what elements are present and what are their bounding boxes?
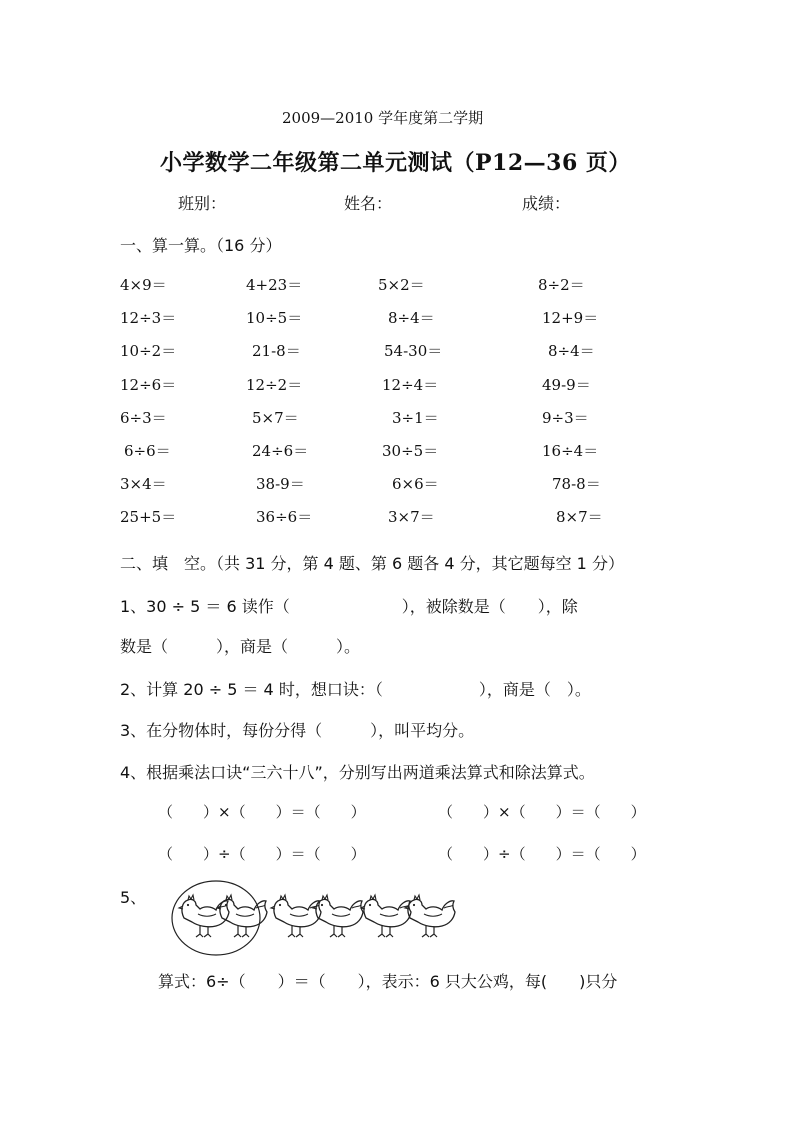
calc-item: 10÷2＝ — [120, 342, 177, 360]
calc-item: 6÷6＝ — [124, 442, 171, 460]
calc-item: 3÷1＝ — [392, 409, 439, 427]
calc-item: 12÷3＝ — [120, 309, 177, 327]
calc-item: 38-9＝ — [256, 475, 305, 493]
question-1-line-2: 数是（ ），商是（ ）。 — [120, 637, 361, 656]
calc-item: 8×7＝ — [556, 508, 603, 526]
question-1-line-1: 1、30 ÷ 5 ＝ 6 读作（ ），被除数是（ ），除 — [120, 597, 578, 616]
section2-heading: 二、填 空。（共 31 分，第 4 题、第 6 题各 4 分，其它题每空 1 分） — [120, 554, 624, 573]
q4-division-left: （ ）÷（ ）＝（ ） — [158, 845, 366, 863]
rooster-icon — [405, 895, 455, 937]
calc-item: 8÷2＝ — [538, 276, 585, 294]
calc-item: 4×9＝ — [120, 276, 167, 294]
calc-item: 6÷3＝ — [120, 409, 167, 427]
calc-item: 12÷2＝ — [246, 376, 303, 394]
calc-item: 8÷4＝ — [388, 309, 435, 327]
calc-item: 9÷3＝ — [542, 409, 589, 427]
calc-item: 25+5＝ — [120, 508, 177, 526]
term-header: 2009—2010 学年度第二学期 — [282, 109, 484, 127]
question-5-label: 5、 — [120, 888, 147, 907]
q4-multiplication-right: （ ）×（ ）＝（ ） — [438, 803, 646, 821]
calc-item: 3×7＝ — [388, 508, 435, 526]
calc-item: 6×6＝ — [392, 475, 439, 493]
rooster-icon — [361, 895, 411, 937]
question-3: 3、在分物体时，每份分得（ ），叫平均分。 — [120, 721, 475, 740]
calc-item: 49-9＝ — [542, 376, 591, 394]
class-label: 班别： — [178, 194, 227, 213]
question-2: 2、计算 20 ÷ 5 ＝ 4 时，想口诀：（ ），商是（ ）。 — [120, 680, 591, 699]
calc-item: 5×2＝ — [378, 276, 425, 294]
section1-heading: 一、算一算。（16 分） — [120, 236, 282, 255]
calc-item: 3×4＝ — [120, 475, 167, 493]
page-title: 小学数学二年级第二单元测试（P12—36 页） — [160, 150, 631, 176]
name-label: 姓名： — [344, 194, 393, 213]
calc-item: 24÷6＝ — [252, 442, 309, 460]
calc-item: 12÷6＝ — [120, 376, 177, 394]
calc-item: 8÷4＝ — [548, 342, 595, 360]
q4-division-right: （ ）÷（ ）＝（ ） — [438, 845, 646, 863]
calc-item: 5×7＝ — [252, 409, 299, 427]
q4-multiplication-left: （ ）×（ ）＝（ ） — [158, 803, 366, 821]
calc-item: 12÷4＝ — [382, 376, 439, 394]
calc-item: 12+9＝ — [542, 309, 599, 327]
rooster-illustration — [170, 878, 460, 958]
calc-item: 30÷5＝ — [382, 442, 439, 460]
calc-item: 16÷4＝ — [542, 442, 599, 460]
calc-item: 78-8＝ — [552, 475, 601, 493]
calc-item: 10÷5＝ — [246, 309, 303, 327]
calc-item: 4+23＝ — [246, 276, 303, 294]
calc-item: 36÷6＝ — [256, 508, 313, 526]
question-5-formula: 算式：6÷（ ）＝（ ），表示：6 只大公鸡，每( )只分 — [158, 972, 618, 991]
calc-item: 54-30＝ — [384, 342, 443, 360]
question-4: 4、根据乘法口诀“三六十八”，分别写出两道乘法算式和除法算式。 — [120, 763, 595, 782]
score-label: 成绩： — [522, 194, 571, 213]
calc-item: 21-8＝ — [252, 342, 301, 360]
rooster-icon — [271, 895, 321, 937]
